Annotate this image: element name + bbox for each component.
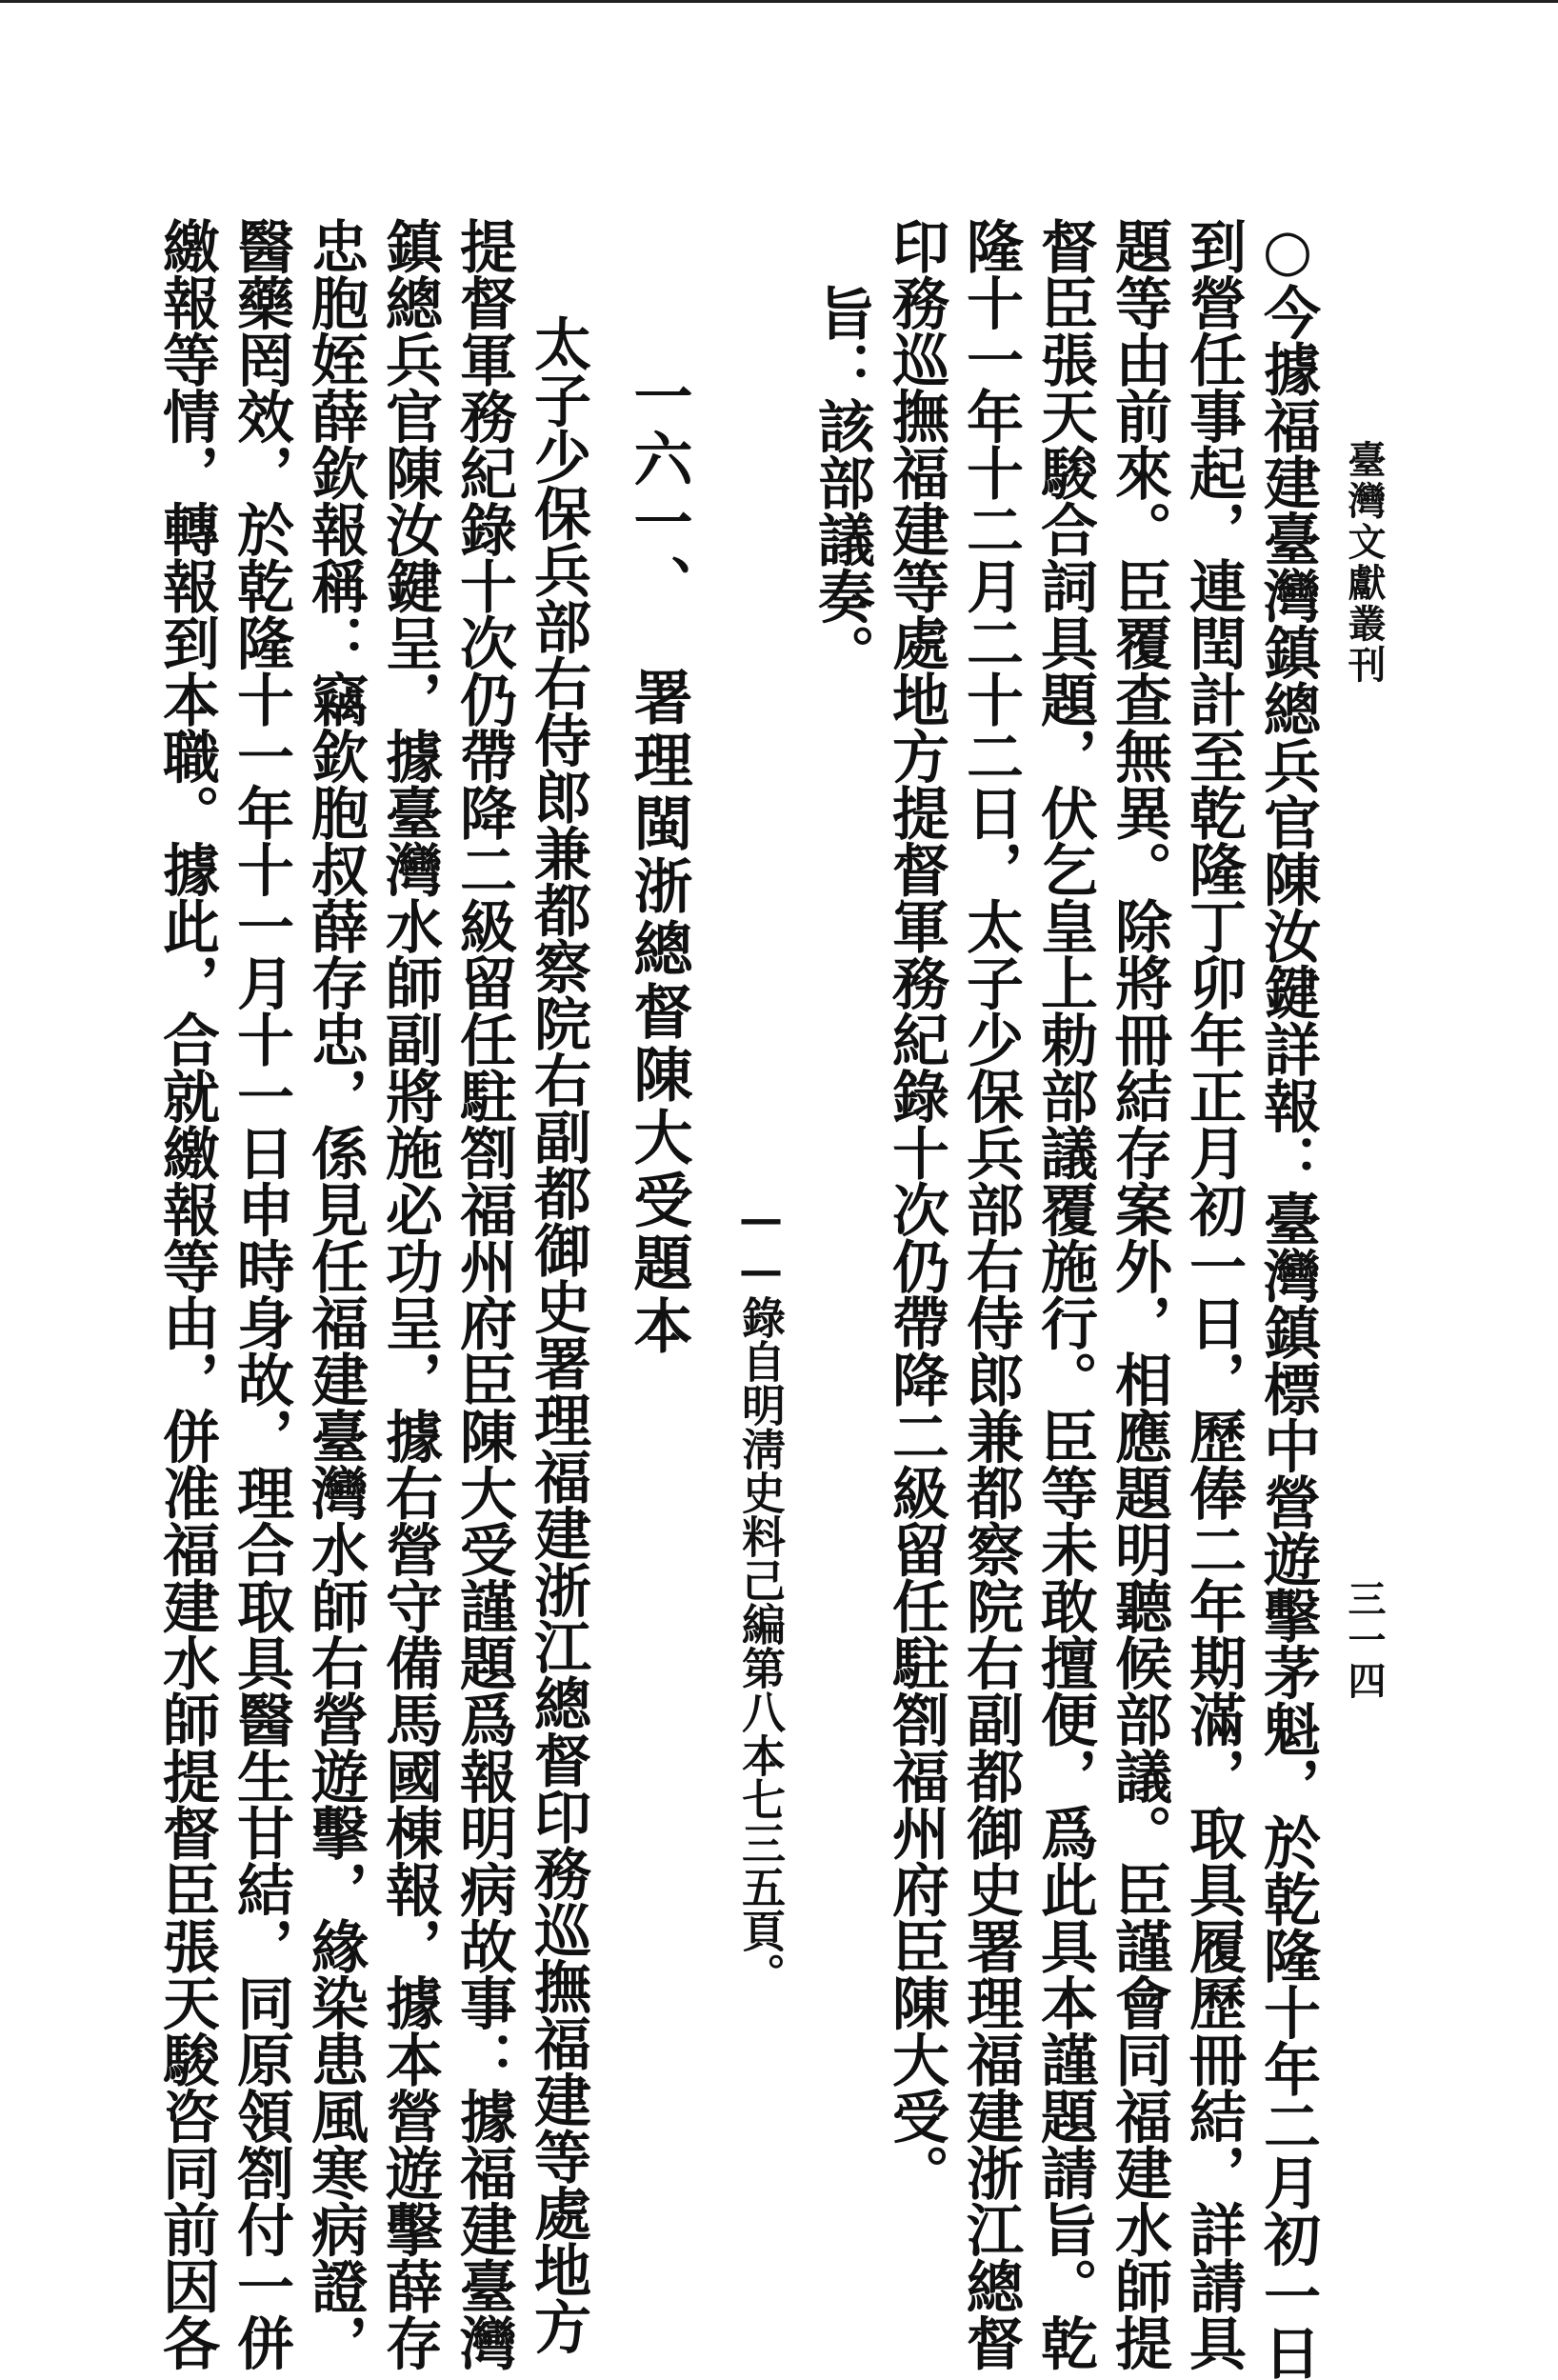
section-heading [624, 366, 693, 1358]
text-column: ○今據福建臺灣鎮總兵官陳汝鍵詳報：臺灣鎮標中營遊擊茅魁，於乾隆十年二月初一日 [1254, 217, 1321, 2380]
source-citation: ——錄自明淸史料己編第八本七三五頁。 [735, 1192, 787, 1996]
text-column: 隆十一年十二月二十二日，太子少保兵部右侍郎兼都察院右副都御史署理福建浙江總督 [957, 217, 1024, 2370]
text-column: 旨：該部議奏。 [809, 284, 875, 681]
text-column: 忠胞姪薛欽報稱：竊欽胞叔薛存忠，係見任福建臺灣水師右營遊擊，緣染患風寒病證， [302, 217, 369, 2370]
top-border-line [0, 0, 1558, 3]
text-column: 提督軍務紀錄十次仍帶降二級留任駐劄福州府臣陳大受謹題爲報明病故事：據福建臺灣 [450, 217, 517, 2370]
section-separator: 、 [624, 554, 693, 617]
journal-title: 臺灣文獻叢刊 [1342, 440, 1387, 686]
text-column: 醫藥罔效，於乾隆十一年十一月十一日申時身故，理合取具醫生甘結，同原領劄付一併 [228, 217, 294, 2370]
page-number: 三一四 [1342, 1579, 1387, 1702]
text-column: 題等由前來。臣覆查無異。除將冊結存案外，相應題明聽候部議。臣謹會同福建水師提 [1106, 217, 1172, 2370]
text-column: 鎮總兵官陳汝鍵呈，據臺灣水師副將施必功呈，據右營守備馬國棟報，據本營遊擊薛存 [376, 217, 443, 2370]
text-column: 督臣張天駿合詞具題，伏乞皇上勅部議覆施行。臣等未敢擅便，爲此具本謹題請旨。乾 [1031, 217, 1098, 2370]
text-column: 繳報等情，轉報到本職。據此，合就繳報等由，併准福建水師提督臣張天駿咨同前因各 [153, 217, 220, 2370]
section-number: 一六一 [624, 366, 693, 554]
text-column: 印務巡撫福建等處地方提督軍務紀錄十次仍帶降二級留任駐劄福州府臣陳大受。 [883, 217, 949, 2201]
text-column: 到營任事起，連閏計至乾隆丁卯年正月初一日，歷俸二年期滿，取具履歷冊結，詳請具 [1180, 217, 1247, 2370]
text-column: 太子少保兵部右侍郎兼都察院右副都御史署理福建浙江總督印務巡撫福建等處地方 [525, 314, 591, 2354]
section-title: 署理閩浙總督陳大受題本 [624, 667, 693, 1358]
